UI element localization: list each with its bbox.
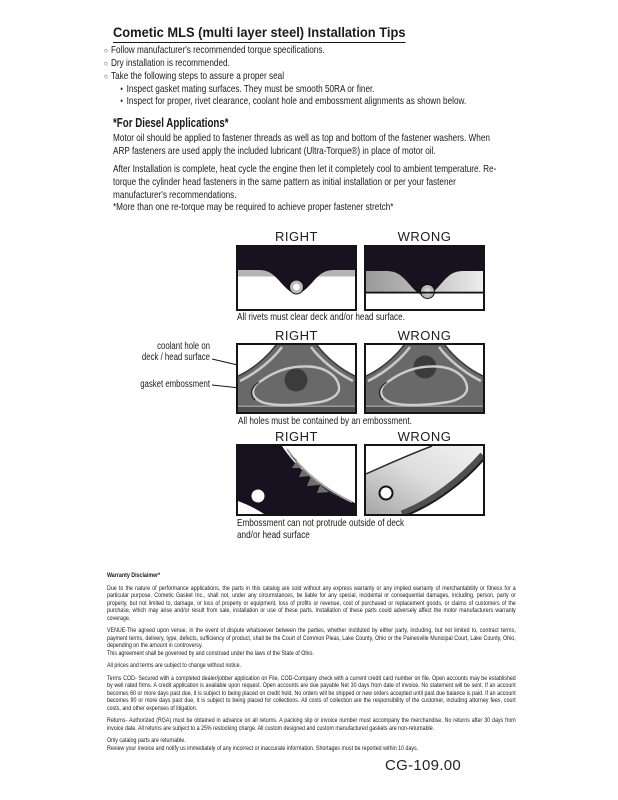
warranty-heading: Warranty Disclaimer* bbox=[107, 572, 161, 579]
gasket-embossment-label: gasket embossment bbox=[140, 379, 210, 390]
bullet-text: Follow manufacturer's recommended torque specifications. bbox=[111, 44, 325, 56]
deck-edge-wrong-diagram bbox=[364, 444, 485, 516]
deck-edge-right-graphic bbox=[238, 446, 355, 514]
circle-bullet-icon: ○ bbox=[104, 59, 108, 68]
diesel-paragraph-1: Motor oil should be applied to fastener threads as well as top and bottom of the fastener washers. When ARP fasteners are used apply the included lubricant (Ultra-Torque®) in place of motor oil. bbox=[113, 132, 490, 157]
embossment-wrong-diagram bbox=[364, 343, 485, 414]
bullet-item bbox=[104, 44, 510, 57]
rivet-right-diagram bbox=[236, 245, 357, 311]
embossment-right-graphic bbox=[238, 345, 355, 412]
right-label-row2: RIGHT bbox=[275, 328, 318, 343]
governing-law-text: This agreement shall be governed by and construed under the laws of the State of Ohio. bbox=[107, 649, 314, 657]
sub-bullet-item bbox=[104, 95, 510, 107]
returnable-text: Only catalog parts are returnable. bbox=[107, 737, 186, 744]
bullet-text: Inspect gasket mating surfaces. They must be smooth 50RA or finer. bbox=[126, 83, 375, 95]
diesel-section-heading: *For Diesel Applications* bbox=[113, 116, 229, 130]
rivet-right-graphic bbox=[238, 247, 355, 309]
page-title: Cometic MLS (multi layer steel) Installation Tips bbox=[113, 24, 405, 43]
right-label-row3: RIGHT bbox=[275, 429, 318, 444]
deck-edge-line bbox=[366, 292, 483, 294]
rivet-wrong-diagram bbox=[364, 245, 485, 311]
diagram-annotations bbox=[93, 342, 210, 391]
bullet-item bbox=[104, 57, 510, 70]
bullet-text: Dry installation is recommended. bbox=[111, 57, 230, 69]
diesel-note: *More than one re-torque may be required to achieve proper fastener stretch* bbox=[113, 201, 394, 213]
page-code: CG-109.00 bbox=[385, 757, 462, 774]
bullet-text: Inspect for proper, rivet clearance, coolant hole and embossment alignments as shown below. bbox=[126, 95, 467, 107]
coolant-hole bbox=[285, 369, 308, 392]
deck-edge-right-diagram bbox=[236, 444, 357, 516]
caption-row2: All holes must be contained by an embossment. bbox=[238, 415, 412, 427]
coolant-hole-label-2: deck / head surface bbox=[141, 351, 210, 363]
caption-row1: All rivets must clear deck and/or head surface. bbox=[237, 311, 405, 323]
diesel-paragraph-2: After Installation is complete, heat cycle the engine then let it completely cool to ambient temperature. Re-torque the cylinder head fasteners in the same pattern as initial installation or per your fastener manufacturer's recommendations. bbox=[113, 163, 497, 201]
bolt-hole bbox=[380, 487, 393, 500]
bolt-hole bbox=[252, 490, 265, 503]
venue-text: VENUE-The agreed upon venue, in the event of dispute whatsoever between the parties, whether instituted by either party, including, but not limited to, contract terms, payment terms, delivery, type, defects, sufficiency of product, shall be the Court of Common Pleas, Lake County, Ohio or the Painesville Municipal Court, Lake County, Ohio, depending on the amount in controversy. bbox=[107, 627, 516, 649]
prices-text: All prices and terms are subject to change without notice. bbox=[107, 662, 242, 669]
circle-bullet-icon: ○ bbox=[104, 46, 108, 55]
bullet-text: Take the following steps to assure a proper seal bbox=[111, 70, 285, 82]
caption-row3: Embossment can not protrude outside of deck and/or head surface bbox=[237, 517, 405, 541]
deck-edge-wrong-graphic bbox=[366, 446, 483, 514]
circle-bullet-icon: ○ bbox=[104, 72, 108, 81]
intro-bullet-list bbox=[104, 44, 510, 107]
dot-bullet-icon: • bbox=[120, 96, 123, 106]
warranty-disclaimer-block bbox=[107, 572, 516, 757]
returns-text: Returns- Authorized (RGA) must be obtained in advance on all returns. A packing slip or invoice number must accompany the merchandise. No returns after 30 days from invoice date. All returns are subject to a 25% restocking charge. All custom designed and custom manufactured gaskets are non-returnable. bbox=[107, 717, 516, 732]
right-label-row1: RIGHT bbox=[275, 229, 318, 244]
embossment-right-diagram bbox=[236, 343, 357, 414]
wrong-label-row3: WRONG bbox=[397, 429, 452, 444]
sub-bullet-item bbox=[104, 83, 510, 95]
wrong-label-row2: WRONG bbox=[397, 328, 452, 343]
review-invoice-text: Review your invoice and notify us immediately of any incorrect or inaccurate information. Shortages must be reported within 10 days. bbox=[107, 744, 419, 752]
dot-bullet-icon: • bbox=[120, 84, 123, 94]
warranty-disclaimer-text: Due to the nature of performance applications, the parts in this catalog are sold without any express warranty or any implied warranty of merchantability or fitness for a particular purpose. Cometic Gasket Inc., shall not, under any circumstances, be liable for any special, incidental or consequential damages, including, person, party or property, but not limited to, damage, or loss of property or equipment, loss of profits or revenue, cost of purchased or replacement goods, or claims of customers of the purchase, which may arise and/or result from sale, installation or use of these parts. Installation of these parts could adversely affect the motor manufacturers warranty coverage. bbox=[107, 584, 516, 622]
terms-text: Terms COD- Secured with a completed dealer/jobber application on File, COD-Company check with a current credit card number on file. Open accounts may be established by well rated firms. A credit application is available upon request. Open accounts are due payable Net 30 days from date of invoice. No statement will be sent. If an account becomes 60 or more days past due, it is subject to being placed on credit hold. No orders will be shipped or new orders accepted until past due balance is paid. If an account becomes 90 or more days past due, it is subject to being placed for collections. All costs of collection are the responsibility of the customer, including attorney fees, court costs, and other expenses of litigation. bbox=[107, 674, 516, 712]
coolant-hole-label: coolant hole on bbox=[157, 341, 210, 352]
wrong-label-row1: WRONG bbox=[397, 229, 452, 244]
rivet-wrong-graphic bbox=[366, 247, 483, 309]
embossment-wrong-graphic bbox=[366, 345, 483, 412]
bullet-item bbox=[104, 70, 510, 83]
